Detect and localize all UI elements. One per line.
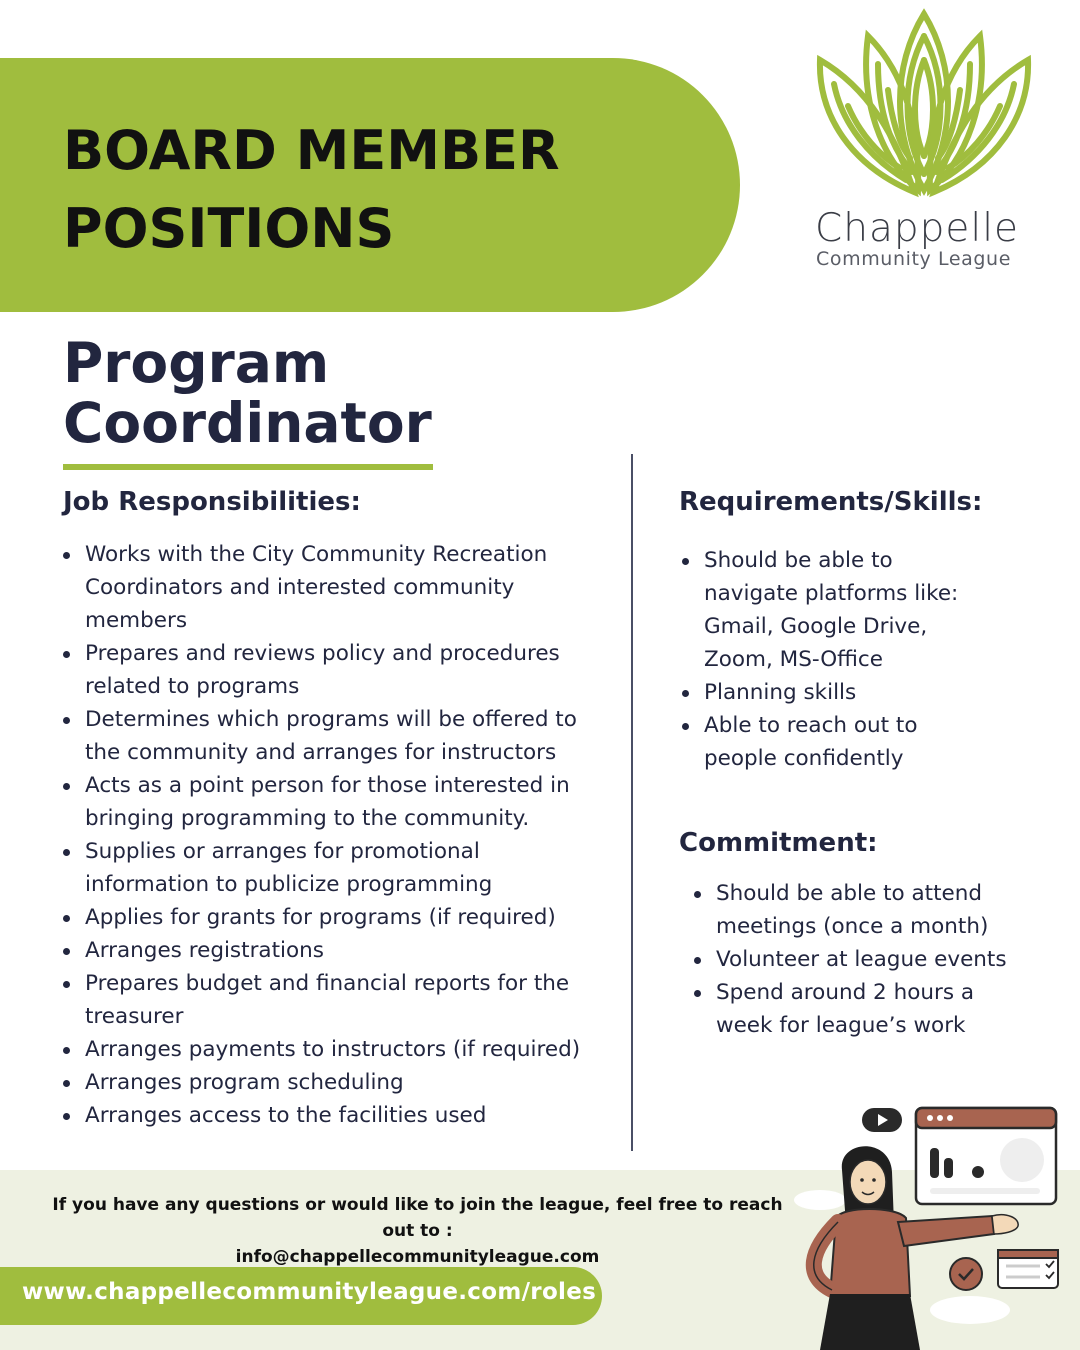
list-item: Arranges registrations [63,934,603,967]
page-title-line-1: BOARD MEMBER [63,119,560,182]
commitment-heading: Commitment: [679,828,878,858]
list-item: Acts as a point person for those interested in bringing programming to the community. [63,769,603,835]
list-item: Should be able to attend meetings (once a month) [694,877,1024,943]
list-item: Volunteer at league events [694,943,1024,976]
list-item: Arranges access to the facilities used [63,1099,603,1132]
requirements-heading: Requirements/Skills: [679,487,983,517]
responsibilities-heading: Job Responsibilities: [63,487,361,517]
list-item: Works with the City Community Recreation Coordinators and interested community members [63,538,603,637]
requirements-list [682,544,982,775]
presenter-illustration [780,1100,1080,1350]
role-title-line-1: Program [63,331,330,395]
list-item: Supplies or arranges for promotional information to publicize programming [63,835,603,901]
contact-line-1: If you have any questions or would like to join the league, feel free to reach out to : [52,1195,783,1241]
list-item: Spend around 2 hours a week for league’s work [694,976,1024,1042]
role-title-line-2: Coordinator [63,391,432,455]
role-title [63,333,432,453]
list-item: Able to reach out to people confidently [682,709,982,775]
column-divider [631,454,633,1151]
website-link[interactable]: www.chappellecommunityleague.com/roles [22,1279,597,1305]
title-underline [63,464,433,470]
list-item: Prepares and reviews policy and procedures related to programs [63,637,603,703]
check-badge-icon [950,1258,982,1290]
list-item: Determines which programs will be offered to the community and arranges for instructors [63,703,603,769]
page-title [63,112,683,268]
list-item: Should be able to navigate platforms like: Gmail, Google Drive, Zoom, MS-Office [682,544,982,676]
contact-text [40,1192,795,1270]
list-item: Applies for grants for programs (if required) [63,901,603,934]
chart-window-icon [916,1108,1056,1204]
logo-name: Chappelle [815,206,1020,251]
page-title-line-2: POSITIONS [63,197,395,260]
list-item: Arranges program scheduling [63,1066,603,1099]
responsibilities-list [63,538,603,1132]
list-item: Prepares budget and financial reports for the treasurer [63,967,603,1033]
list-item: Arranges payments to instructors (if required) [63,1033,603,1066]
commitment-list [694,877,1024,1042]
contact-email[interactable]: info@chappellecommunityleague.com [235,1247,600,1267]
logo-subtitle: Community League [816,248,1011,270]
list-item: Planning skills [682,676,982,709]
checklist-icon [998,1250,1058,1288]
play-icon [862,1108,902,1132]
